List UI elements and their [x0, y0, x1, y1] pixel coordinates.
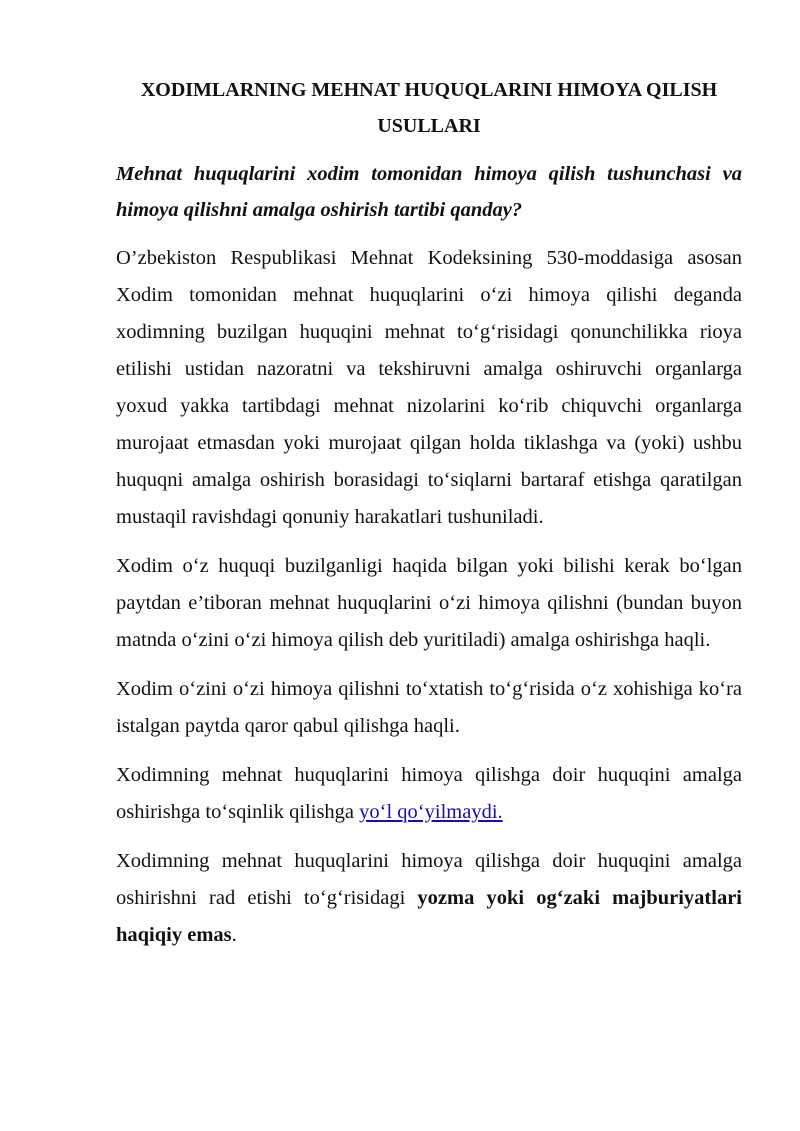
- page-title: XODIMLARNING MEHNAT HUQUQLARINI HIMOYA QILISH USULLARI: [140, 79, 718, 137]
- paragraph-stop-self-defense: Xodim o‘zini o‘zi himoya qilishni to‘xtatish to‘g‘risida o‘z xohishiga ko‘ra istalgan paytda qaror qabul qilishga haqli.: [116, 678, 742, 737]
- not-allowed-link[interactable]: yo‘l qo‘yilmaydi.: [359, 801, 503, 823]
- paragraph-obstruction-text: Xodimning mehnat huquqlarini himoya qilishga doir huquqini amalga oshirishga to‘sqinlik qilishga: [116, 764, 742, 823]
- section-question: Mehnat huquqlarini xodim tomonidan himoya qilish tushunchasi va himoya qilishni amalga oshirish tartibi qanday?: [116, 163, 742, 221]
- paragraph-article-530: O’zbekiston Respublikasi Mehnat Kodeksining 530-moddasiga asosan Xodim tomonidan mehnat huquqlarini o‘zi himoya qilishi deganda xodimning buzilgan huquqini mehnat to‘g‘risidagi qonunchilikka rioya etilishi ustidan nazoratni va tekshiruvni amalga oshiruvchi organlarga yoxud yakka tartibdagi mehnat nizolarini ko‘rib chiquvchi organlarga murojaat etmasdan yoki murojaat qilgan holda tiklashga va (yoki) ushbu huquqni amalga oshirish borasidagi to‘siqlarni bartaraf etishga qaratilgan mustaqil ravishdagi qonuniy harakatlari tushuniladi.: [116, 247, 742, 528]
- document-page: [116, 72, 742, 966]
- paragraph-self-defense-right: Xodim o‘z huquqi buzilganligi haqida bilgan yoki bilishi kerak bo‘lgan paytdan e’tiboran mehnat huquqlarini o‘zi himoya qilishni (bundan buyon matnda o‘zini o‘zi himoya qilish deb yuritiladi) amalga oshirishga haqli.: [116, 555, 742, 651]
- paragraph-obligations: [116, 843, 742, 954]
- paragraph-obstruction: [116, 757, 742, 831]
- paragraph-obligations-bold: yozma yoki og‘zaki majburiyatlari haqiqiy emas: [116, 887, 742, 946]
- paragraph-obligations-text: Xodimning mehnat huquqlarini himoya qilishga doir huquqini amalga oshirishni rad etishi to‘g‘risidagi: [116, 850, 742, 909]
- paragraph-obligations-end: .: [231, 924, 237, 946]
